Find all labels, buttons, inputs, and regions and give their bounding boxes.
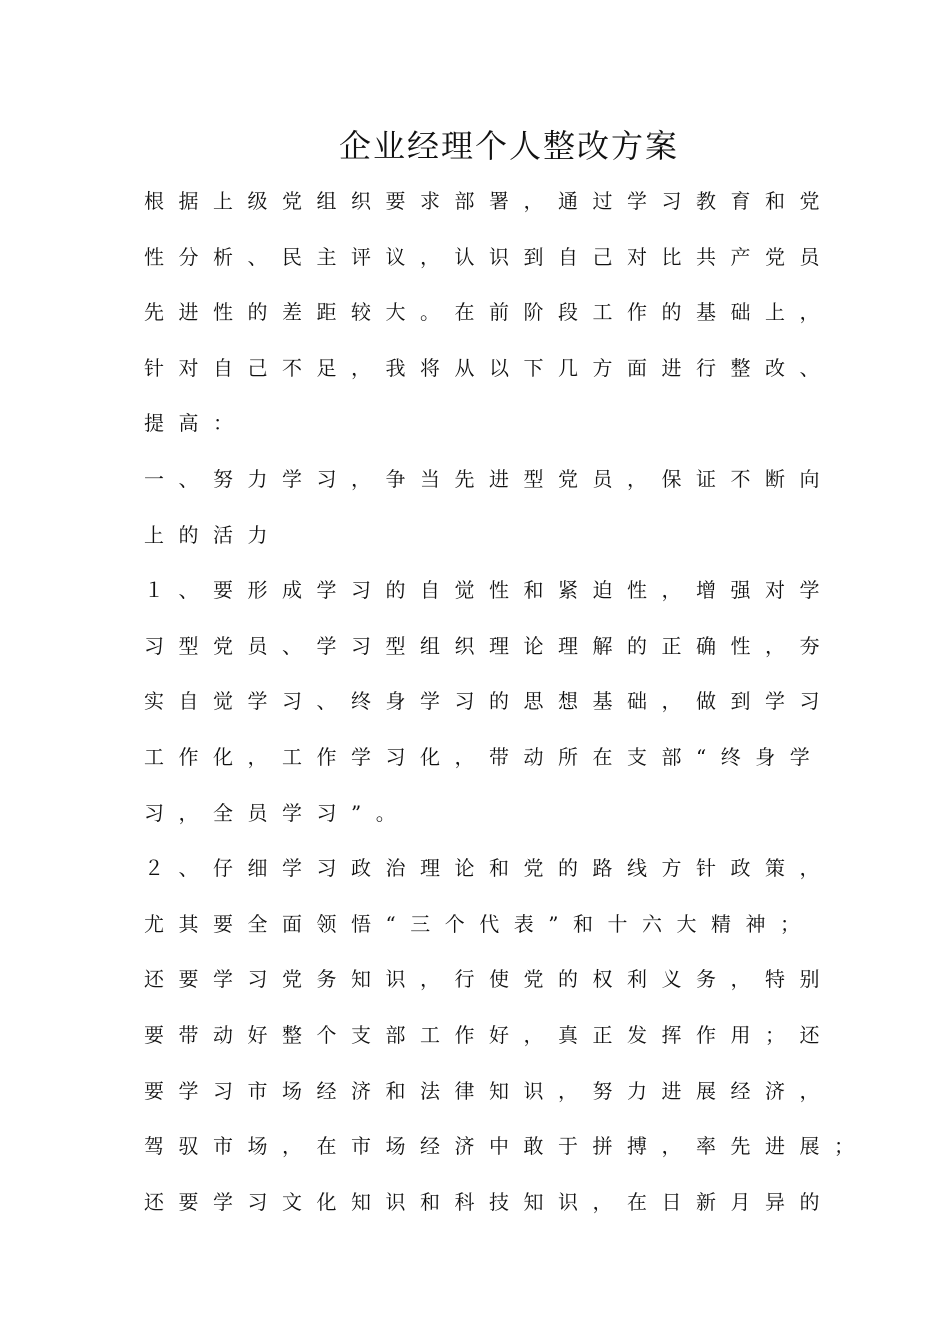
text-line: １、要形成学习的自觉性和紧迫性，增强对学 bbox=[144, 578, 834, 603]
text-line: 先进性的差距较大。在前阶段工作的基础上， bbox=[144, 300, 834, 325]
text-line: 要学习市场经济和法律知识，努力进展经济， bbox=[144, 1078, 834, 1103]
text-line: ２、仔细学习政治理论和党的路线方针政策， bbox=[144, 856, 834, 881]
text-line: 尤其要全面领悟“三个代表”和十六大精神； bbox=[144, 911, 815, 936]
text-line: 提高： bbox=[144, 411, 248, 436]
text-line: 还要学习党务知识，行使党的权利义务，特别 bbox=[144, 967, 834, 992]
text-line: 性分析、民主评议，认识到自己对比共产党员 bbox=[144, 244, 834, 269]
document-title: 企业经理个人整改方案 bbox=[338, 127, 679, 165]
section-heading: 一、努力学习，争当先进型党员，保证不断向 bbox=[144, 466, 834, 491]
section-heading: 上的活力 bbox=[144, 522, 282, 547]
text-line: 习，全员学习”。 bbox=[144, 800, 411, 825]
text-line: 实自觉学习、终身学习的思想基础，做到学习 bbox=[144, 689, 834, 714]
text-line: 驾驭市场，在市场经济中敢于拼搏，率先进展； bbox=[144, 1134, 869, 1159]
text-line: 工作化，工作学习化，带动所在支部“终身学 bbox=[144, 744, 825, 769]
text-line: 针对自己不足，我将从以下几方面进行整改、 bbox=[144, 355, 834, 380]
text-line: 还要学习文化知识和科技知识，在日新月异的 bbox=[144, 1189, 834, 1214]
text-line: 要带动好整个支部工作好，真正发挥作用；还 bbox=[144, 1022, 834, 1047]
text-line: 根据上级党组织要求部署，通过学习教育和党 bbox=[144, 189, 834, 213]
text-line: 习型党员、学习型组织理论理解的正确性，夯 bbox=[144, 633, 834, 658]
document-body bbox=[144, 184, 869, 1240]
